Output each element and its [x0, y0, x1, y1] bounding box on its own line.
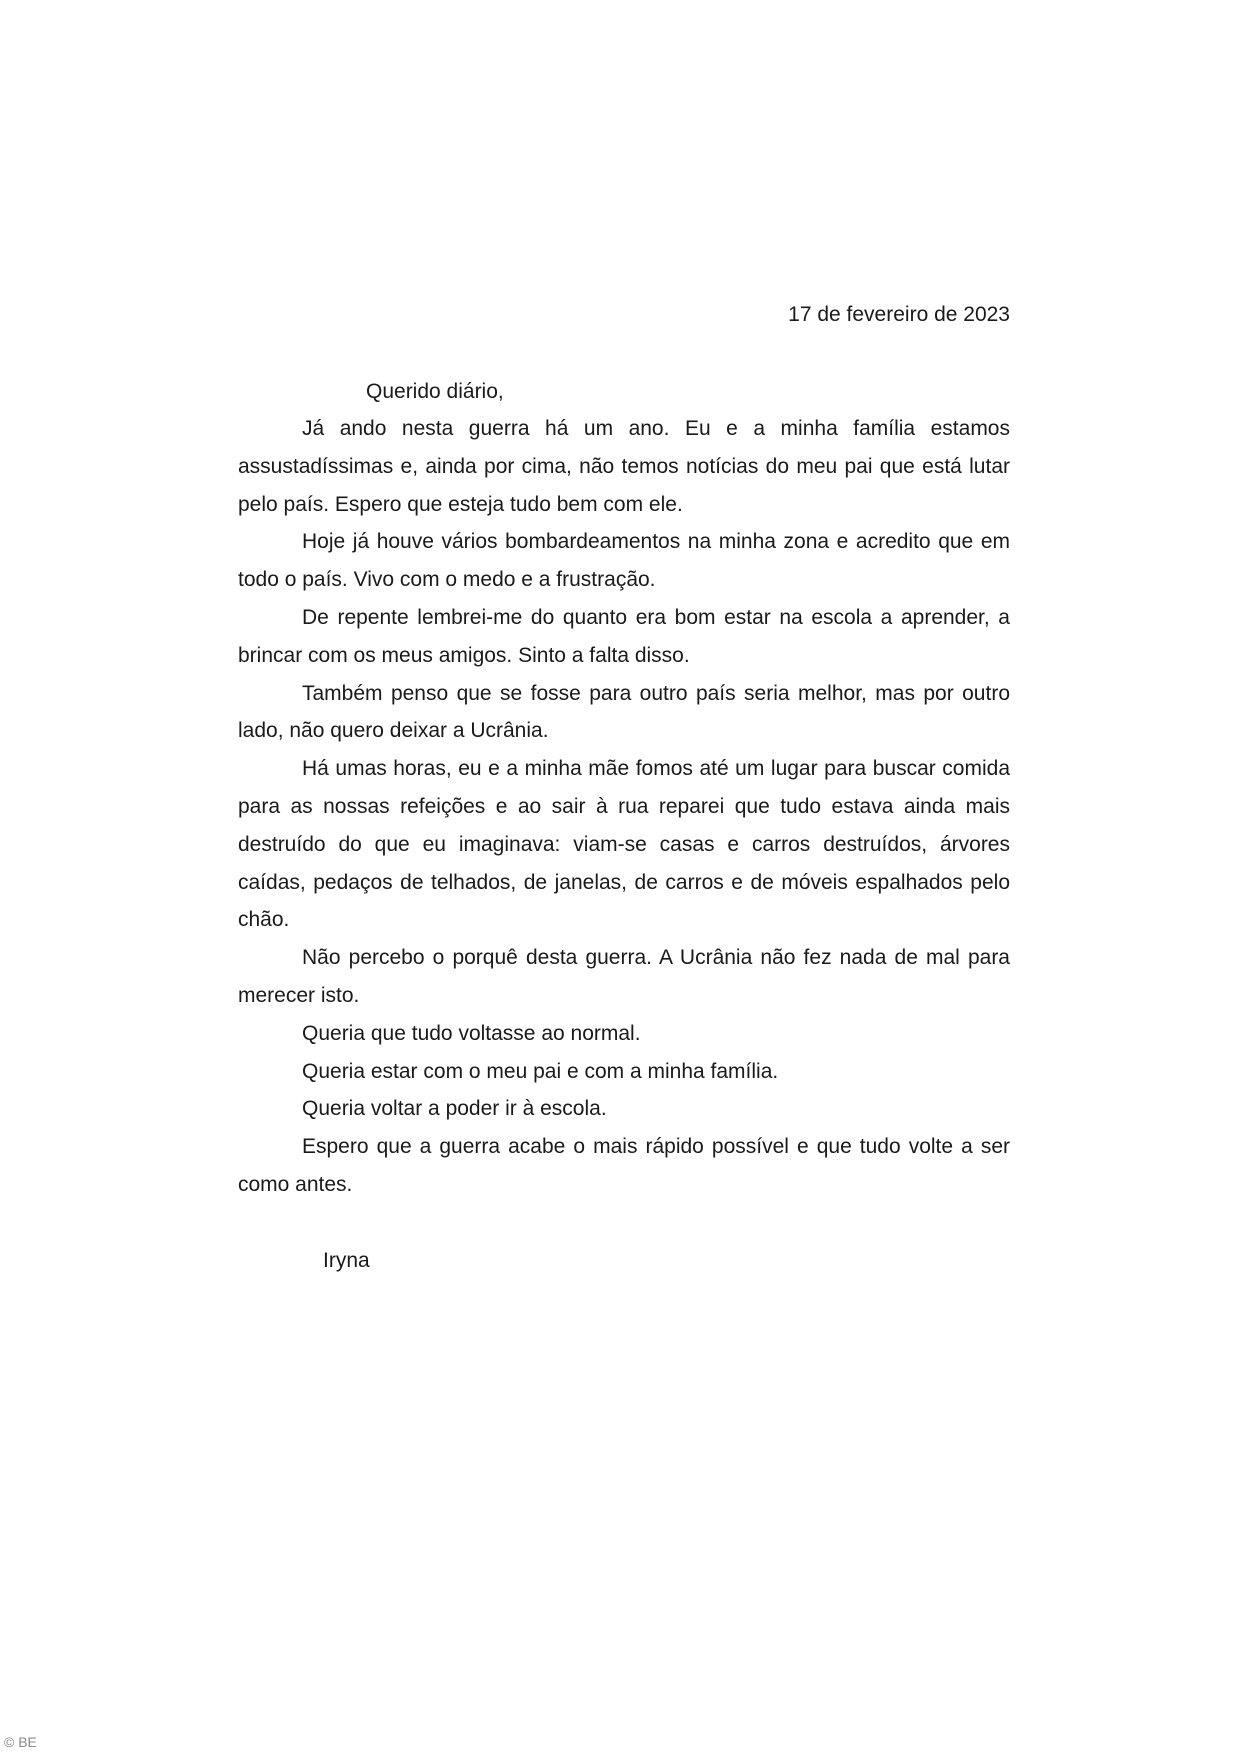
letter-date: 17 de fevereiro de 2023: [788, 303, 1010, 326]
letter-paragraph: Hoje já houve vários bombardeamentos na minha zona e acredito que em todo o país. Vivo com o medo e a frustração.: [238, 530, 1010, 592]
letter-paragraph: Queria voltar a poder ir à escola.: [302, 1097, 607, 1121]
letter-salutation: Querido diário,: [366, 380, 504, 403]
letter-signature: Iryna: [323, 1249, 370, 1272]
copyright-watermark: © BE: [4, 1734, 37, 1750]
letter-paragraph: Queria que tudo voltasse ao normal.: [302, 1021, 641, 1045]
letter-paragraph: Já ando nesta guerra há um ano. Eu e a minha família estamos assustadíssimas e, ainda por cima, não temos notícias do meu pai que está lutar pelo país. Espero que esteja tudo bem com ele.: [238, 417, 1010, 516]
letter-paragraph: Também penso que se fosse para outro país seria melhor, mas por outro lado, não quero deixar a Ucrânia.: [238, 681, 1010, 743]
letter-body: [238, 410, 1010, 1204]
letter-paragraph: Há umas horas, eu e a minha mãe fomos até um lugar para buscar comida para as nossas refeições e ao sair à rua reparei que tudo estava ainda mais destruído do que eu imaginava: viam-se casas e carros destruídos, árvores caídas, pedaços de telhados, de janelas, de carros e de móveis espalhados pelo chão.: [238, 757, 1010, 932]
letter-paragraph: Não percebo o porquê desta guerra. A Ucrânia não fez nada de mal para merecer isto.: [238, 946, 1010, 1007]
letter-paragraph: De repente lembrei-me do quanto era bom estar na escola a aprender, a brincar com os meus amigos. Sinto a falta disso.: [238, 605, 1010, 667]
letter-paragraph: Queria estar com o meu pai e com a minha família.: [302, 1059, 779, 1083]
letter-paragraph: Espero que a guerra acabe o mais rápido possível e que tudo volte a ser como antes.: [238, 1135, 1010, 1196]
